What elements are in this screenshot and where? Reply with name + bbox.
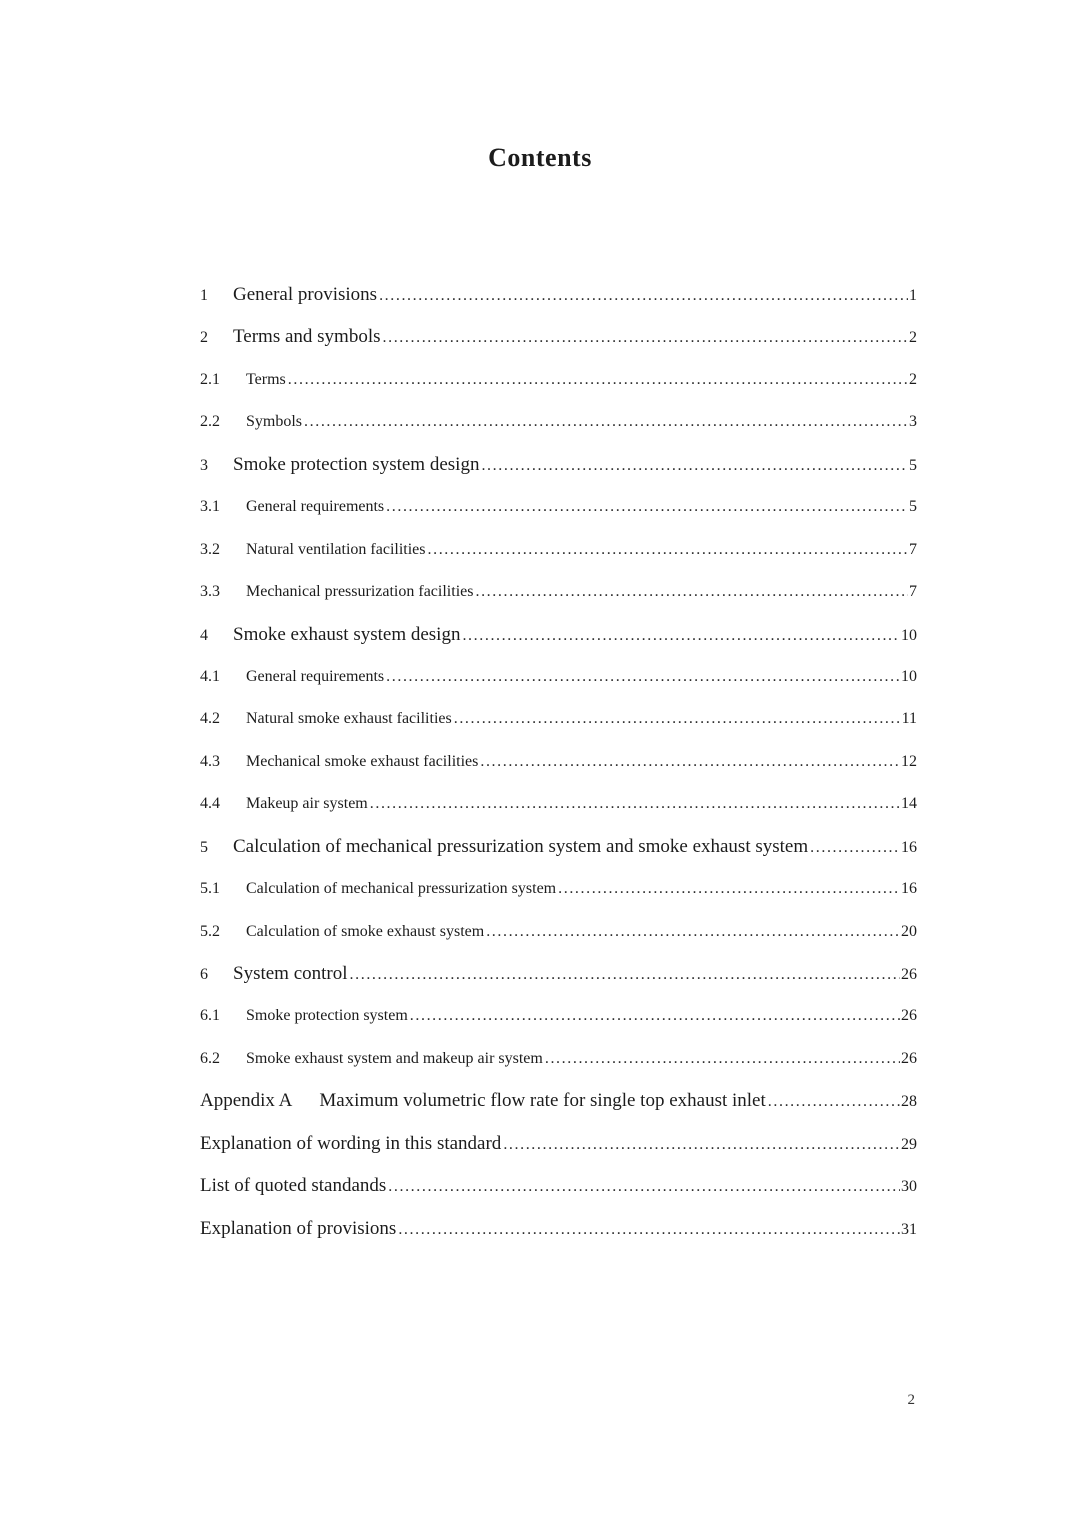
toc-entry-label: System control bbox=[233, 963, 348, 984]
toc-entry-page: 30 bbox=[901, 1178, 917, 1196]
toc-entry bbox=[200, 571, 917, 613]
toc-entry bbox=[200, 741, 917, 783]
toc-entry-number: 4.1 bbox=[200, 667, 220, 685]
toc-entry bbox=[200, 529, 917, 571]
toc-entry-page: 16 bbox=[901, 838, 917, 856]
toc-entry-page: 26 bbox=[901, 966, 917, 983]
toc-entry-label: List of quoted standands bbox=[200, 1175, 387, 1197]
toc-entry-label: Terms bbox=[246, 370, 286, 388]
toc-entry-label: Terms and symbols bbox=[233, 326, 381, 348]
toc-leader-dots bbox=[810, 827, 900, 869]
toc-leader-dots bbox=[428, 529, 909, 571]
toc-entry bbox=[200, 1165, 917, 1207]
toc-entry bbox=[200, 656, 917, 698]
toc-leader-dots bbox=[388, 1166, 900, 1208]
toc-leader-dots bbox=[370, 783, 900, 825]
toc-leader-dots bbox=[288, 359, 908, 401]
toc-entry-number: 6 bbox=[200, 966, 208, 983]
toc-list bbox=[200, 274, 917, 1250]
toc-leader-dots bbox=[304, 401, 908, 443]
toc-entry-page: 20 bbox=[901, 922, 917, 940]
toc-entry-label: Natural ventilation facilities bbox=[246, 540, 426, 558]
toc-leader-dots bbox=[558, 868, 900, 910]
toc-entry bbox=[200, 359, 917, 401]
toc-entry-page: 10 bbox=[901, 667, 917, 685]
toc-entry-number: 2.2 bbox=[200, 413, 220, 431]
toc-entry-number: 4.2 bbox=[200, 710, 220, 728]
toc-entry-label: Smoke exhaust system and makeup air system bbox=[246, 1049, 543, 1067]
toc-entry-page: 28 bbox=[901, 1093, 917, 1111]
toc-leader-dots bbox=[386, 656, 900, 698]
toc-entry-label: Mechanical pressurization facilities bbox=[246, 583, 474, 601]
toc-entry bbox=[200, 486, 917, 528]
page-title: Contents bbox=[488, 143, 592, 172]
toc-entry-label: Maximum volumetric flow rate for single top exhaust inlet bbox=[319, 1090, 766, 1112]
toc-leader-dots bbox=[486, 911, 900, 953]
toc-entry bbox=[200, 444, 917, 486]
toc-entry-page: 2 bbox=[909, 329, 917, 347]
toc-leader-dots bbox=[379, 275, 908, 317]
toc-entry bbox=[200, 316, 917, 358]
toc-entry-number: 4.4 bbox=[200, 795, 220, 813]
toc-entry-number: 3.2 bbox=[200, 540, 220, 558]
toc-leader-dots bbox=[410, 995, 900, 1037]
toc-entry bbox=[200, 698, 917, 740]
toc-entry-page: 11 bbox=[901, 710, 917, 728]
toc-leader-dots bbox=[475, 571, 908, 613]
toc-entry-label: Mechanical smoke exhaust facilities bbox=[246, 752, 479, 770]
toc-entry bbox=[200, 911, 917, 953]
toc-entry bbox=[200, 868, 917, 910]
toc-entry-number: 2 bbox=[200, 329, 208, 347]
toc-entry-page: 26 bbox=[901, 1007, 917, 1025]
toc-entry bbox=[200, 274, 917, 316]
toc-entry-number: 4.3 bbox=[200, 752, 220, 770]
toc-entry bbox=[200, 826, 917, 868]
toc-entry-label: Calculation of mechanical pressurization system and smoke exhaust system bbox=[233, 835, 809, 857]
toc-entry-number: 2.1 bbox=[200, 370, 220, 388]
toc-entry-page: 10 bbox=[901, 626, 917, 644]
toc-entry-page: 16 bbox=[901, 880, 917, 898]
toc-entry-label: General requirements bbox=[246, 498, 385, 516]
toc-entry-label: Symbols bbox=[246, 413, 303, 431]
toc-entry-number: 5.2 bbox=[200, 922, 220, 940]
toc-leader-dots bbox=[480, 741, 900, 783]
toc-entry-page: 29 bbox=[901, 1135, 917, 1153]
toc-entry-number: 3.1 bbox=[200, 498, 220, 516]
toc-leader-dots bbox=[768, 1081, 900, 1123]
toc-leader-dots bbox=[503, 1124, 900, 1166]
toc-leader-dots bbox=[481, 445, 908, 487]
toc-entry-number: 4 bbox=[200, 626, 208, 644]
toc-entry-label: Natural smoke exhaust facilities bbox=[246, 710, 452, 728]
toc-entry bbox=[200, 1123, 917, 1165]
toc-entry-number: 5.1 bbox=[200, 880, 220, 898]
toc-entry-label: Explanation of wording in this standard bbox=[200, 1132, 502, 1154]
toc-entry-label: Makeup air system bbox=[246, 795, 368, 813]
toc-entry-label: Smoke protection system design bbox=[233, 453, 480, 475]
toc-leader-dots bbox=[398, 1209, 900, 1251]
toc-leader-dots bbox=[383, 317, 909, 359]
toc-entry-page: 3 bbox=[909, 413, 917, 431]
toc-entry-number: 3 bbox=[200, 456, 208, 474]
toc-entry-number: 6.1 bbox=[200, 1007, 220, 1025]
toc-entry bbox=[200, 401, 917, 443]
toc-entry bbox=[200, 953, 917, 995]
toc-entry-label: Explanation of provisions bbox=[200, 1217, 397, 1239]
toc-entry-page: 1 bbox=[909, 287, 917, 304]
toc-leader-dots bbox=[350, 954, 900, 996]
toc-leader-dots bbox=[386, 486, 908, 528]
footer-page-number: 2 bbox=[907, 1392, 915, 1408]
toc-entry bbox=[200, 1208, 917, 1250]
toc-entry bbox=[200, 614, 917, 656]
toc-entry-page: 7 bbox=[909, 583, 917, 601]
toc-entry-page: 14 bbox=[901, 795, 917, 813]
toc-entry-number: Appendix A bbox=[200, 1090, 293, 1112]
toc-entry-page: 2 bbox=[909, 370, 917, 388]
toc-entry bbox=[200, 1080, 917, 1122]
toc-entry-label: General requirements bbox=[246, 667, 385, 685]
toc-leader-dots bbox=[462, 615, 900, 657]
toc-entry-label: General provisions bbox=[233, 284, 378, 305]
toc-entry-number: 6.2 bbox=[200, 1049, 220, 1067]
toc-entry-page: 31 bbox=[901, 1220, 917, 1238]
toc-entry-page: 5 bbox=[909, 498, 917, 516]
toc-entry-page: 12 bbox=[901, 752, 917, 770]
toc-entry-label: Smoke exhaust system design bbox=[233, 623, 461, 645]
toc-entry bbox=[200, 995, 917, 1037]
toc-entry-number: 1 bbox=[200, 287, 208, 304]
toc-entry-label: Calculation of mechanical pressurization system bbox=[246, 880, 557, 898]
toc-entry-label: Smoke protection system bbox=[246, 1007, 408, 1025]
toc-entry bbox=[200, 783, 917, 825]
toc-entry-label: Calculation of smoke exhaust system bbox=[246, 922, 485, 940]
toc-leader-dots bbox=[454, 698, 901, 740]
toc-entry-number: 5 bbox=[200, 838, 208, 856]
toc-entry-number: 3.3 bbox=[200, 583, 220, 601]
toc-leader-dots bbox=[545, 1038, 900, 1080]
toc-entry-page: 7 bbox=[909, 540, 917, 558]
toc-entry-page: 26 bbox=[901, 1049, 917, 1067]
toc-entry-page: 5 bbox=[909, 456, 917, 474]
toc-entry bbox=[200, 1038, 917, 1080]
